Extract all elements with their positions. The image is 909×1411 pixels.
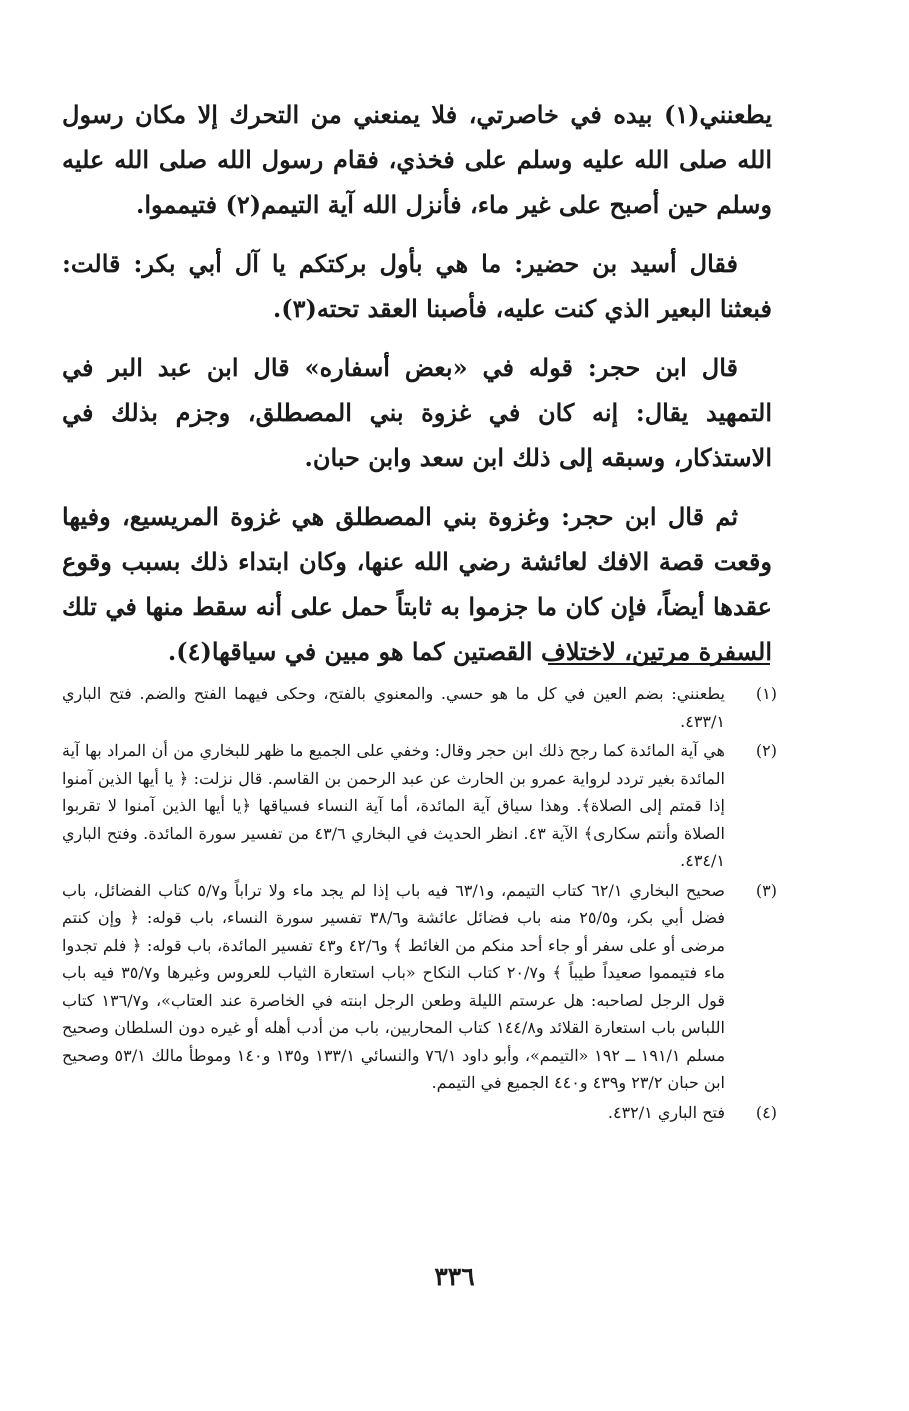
footnote-text: هي آية المائدة كما رجح ذلك ابن حجر وقال: وخفي على الجميع ما ظهر للبخاري من أن المراد بها آية المائدة بغير تردد لرواية عمرو بن الحارث عن عبد الرحمن بن القاسم. قال نزلت: ﴿ يا أيها الذين آمنوا إذا قمتم إلى الصلاة﴾. وهذا سياق آية المائدة، أما آية النساء فسياقها ﴿يا أيها الذين آمنوا لا تقربوا الصلاة وأنتم سكارى﴾ الآية ٤٣. انظر الحديث في البخاري ٤٣/٦ من تفسير سورة المائدة. وفتح الباري ٤٣٤/١. xyxy=(62,741,726,870)
footnote xyxy=(62,1099,777,1127)
footnote xyxy=(62,737,777,875)
main-text xyxy=(62,92,772,688)
footnote-text: يطعنني: بضم العين في كل ما هو حسي. والمعنوي بالفتح، وحكى فيهما الفتح والضم. فتح الباري ٤٣٣/١. xyxy=(62,684,725,731)
page-number: ٣٣٦ xyxy=(434,1262,475,1291)
footnote-number: (٢) xyxy=(755,741,777,760)
footnote-text: صحيح البخاري ٦٢/١ كتاب التيمم، و٦٣/١ فيه باب إذا لم يجد ماء ولا تراباً و٥/٧ كتاب الفضائل، باب فضل أبي بكر، و٢٥/٥ منه باب فضائل عائشة و٣٨/٦ تفسير سورة النساء، باب قوله: ﴿ وإن كنتم مرضى أو على سفر أو جاء أحد منكم من الغائط ﴾ و٤٢/٦ و٤٣ تفسير المائدة، باب قوله: ﴿ فلم تجدوا ماء فتيمموا صعيداً طيباً ﴾ و٢٠/٧ كتاب النكاح «باب استعارة الثياب للعروس وغيرها و٣٥/٧ فيه باب قول الرجل لصاحبه: هل عرستم الليلة وطعن الرجل ابنته في الخاصرة عند العتاب»، و١٣٦/٧ كتاب اللباس باب استعارة القلائد و١٤٤/٨ كتاب المحاربين، باب من أدب أهله أو غيره دون السلطان وصحيح مسلم ١٩١/١ ــ ١٩٢ «التيمم»، وأبو داود ٧٦/١ والنسائي ١٣٣/١ و١٣٥ و١٤٠ وموطأ مالك ٥٣/١ وصحيح ابن حبان ٢٣/٢ و٤٣٩ و٤٤٠ الجميع في التيمم. xyxy=(62,880,726,1092)
paragraph-4: ثم قال ابن حجر: وغزوة بني المصطلق هي غزوة المريسيع، وفيها وقعت قصة الافك لعائشة رضي الله عنها، وكان ابتداء ذلك بسبب وقوع عقدها أيضاً، فإن كان ما جزموا به ثابتاً حمل على أنه سقط منها في تلك السفرة مرتين، لاختلاف القصتين كما هو مبين في سياقها(٤). xyxy=(62,502,772,666)
footnote-number: (١) xyxy=(755,684,777,703)
footnote xyxy=(62,877,777,1097)
footnote-separator xyxy=(548,663,770,665)
paragraph-1: يطعنني(١) بيده في خاصرتي، فلا يمنعني من التحرك إلا مكان رسول الله صلى الله عليه وسلم على فخذي، فقام رسول الله صلى الله عليه وسلم حين أصبح على غير ماء، فأنزل الله آية التيمم(٢) فتيمموا. xyxy=(62,100,772,219)
paragraph-3: قال ابن حجر: قوله في «بعض أسفاره» قال ابن عبد البر في التمهيد يقال: إنه كان في غزوة بني المصطلق، وجزم بذلك في الاستذكار، وسبقه إلى ذلك ابن سعد وابن حبان. xyxy=(62,353,772,472)
paragraph-2: فقال أسيد بن حضير: ما هي بأول بركتكم يا آل أبي بكر: قالت: فبعثنا البعير الذي كنت عليه، فأصبنا العقد تحته(٣). xyxy=(62,249,772,323)
footnote-number: (٣) xyxy=(755,880,777,900)
footnote-number: (٤) xyxy=(755,1102,777,1122)
footnote-text: فتح الباري ٤٣٢/١. xyxy=(607,1102,725,1122)
footnote xyxy=(62,680,777,735)
footnotes xyxy=(62,680,777,1128)
